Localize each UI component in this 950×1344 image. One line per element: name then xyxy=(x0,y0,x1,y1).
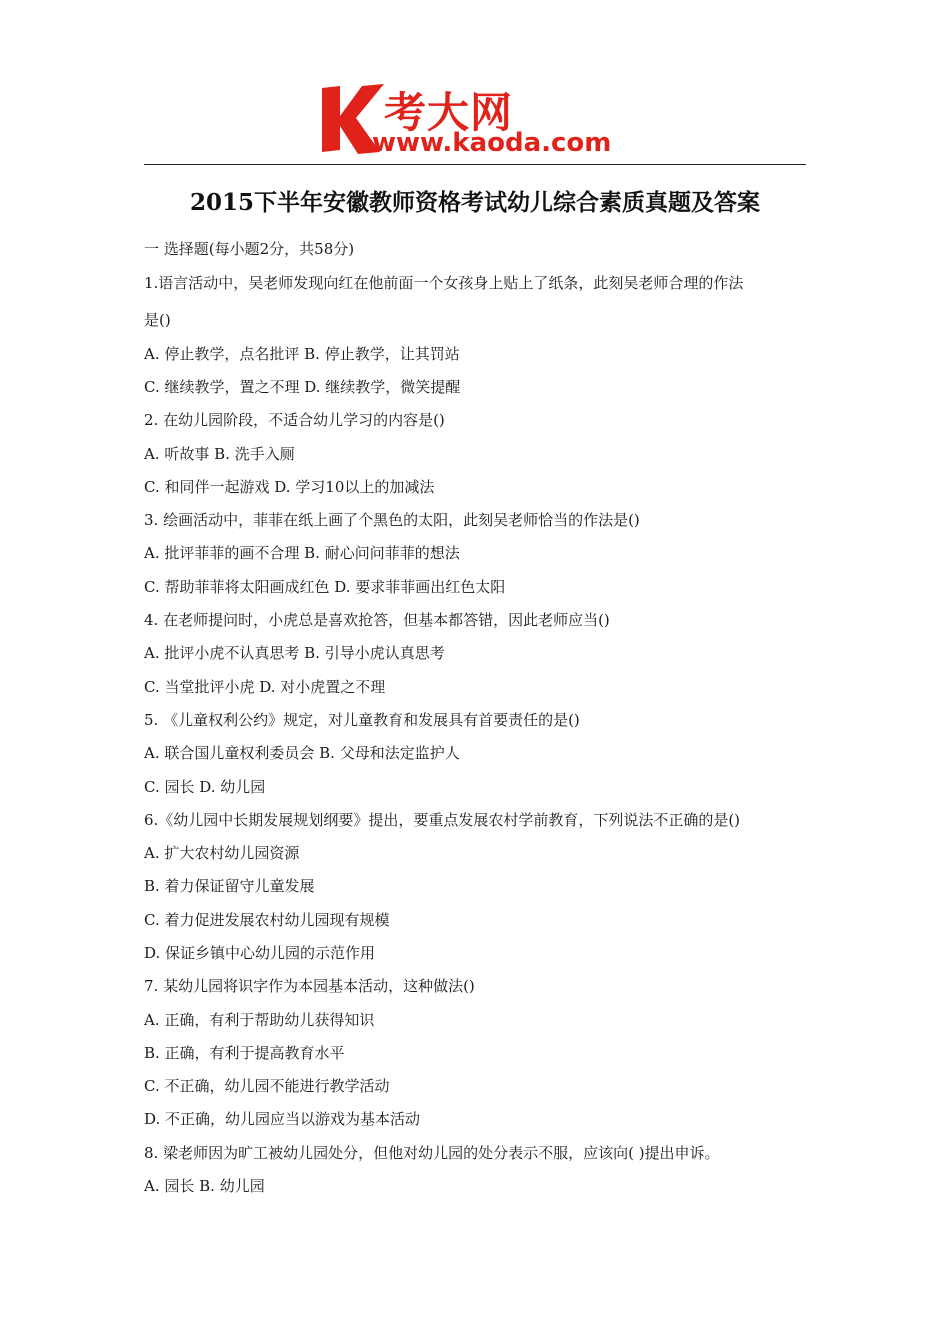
option-line: D. 不正确，幼儿园应当以游戏为基本活动 xyxy=(144,1110,421,1128)
option-line: A. 听故事 B. 洗手入厕 xyxy=(144,445,295,463)
logo-chinese-name: 考大网 xyxy=(384,88,514,137)
question-line: 5. 《儿童权利公约》规定，对儿童教育和发展具有首要责任的是() xyxy=(144,711,580,729)
question-line: 2. 在幼儿园阶段，不适合幼儿学习的内容是() xyxy=(144,411,445,429)
option-line: C. 当堂批评小虎 D. 对小虎置之不理 xyxy=(144,678,386,696)
option-line: B. 着力保证留守儿童发展 xyxy=(144,877,315,895)
header-divider xyxy=(144,164,806,165)
option-line: A. 园长 B. 幼儿园 xyxy=(144,1177,265,1195)
option-line: A. 联合国儿童权利委员会 B. 父母和法定监护人 xyxy=(144,744,460,762)
logo-url: www.kaoda.com xyxy=(372,128,612,158)
kaoda-logo xyxy=(318,78,648,158)
question-line: 7. 某幼儿园将识字作为本园基本活动，这种做法() xyxy=(144,977,475,995)
option-line: C. 和同伴一起游戏 D. 学习10以上的加减法 xyxy=(144,478,435,496)
option-line: C. 着力促进发展农村幼儿园现有规模 xyxy=(144,911,390,929)
question-line: 4. 在老师提问时，小虎总是喜欢抢答，但基本都答错，因此老师应当() xyxy=(144,611,610,629)
option-line: B. 正确，有利于提高教育水平 xyxy=(144,1044,345,1062)
question-line: 是() xyxy=(144,311,171,329)
option-line: A. 批评菲菲的画不合理 B. 耐心问问菲菲的想法 xyxy=(144,544,460,562)
option-line: C. 园长 D. 幼儿园 xyxy=(144,778,266,796)
question-line: 8. 梁老师因为旷工被幼儿园处分，但他对幼儿园的处分表示不服，应该向( )提出申诉。 xyxy=(144,1144,720,1162)
question-line: 6.《幼儿园中长期发展规划纲要》提出，要重点发展农村学前教育，下列说法不正确的是() xyxy=(144,811,741,829)
option-line: C. 帮助菲菲将太阳画成红色 D. 要求菲菲画出红色太阳 xyxy=(144,578,506,596)
option-line: A. 扩大农村幼儿园资源 xyxy=(144,844,300,862)
option-line: C. 继续教学，置之不理 D. 继续教学，微笑提醒 xyxy=(144,378,461,396)
question-line: 1.语言活动中，吴老师发现向红在他前面一个女孩身上贴上了纸条，此刻吴老师合理的作法 xyxy=(144,274,744,292)
option-line: A. 停止教学，点名批评 B. 停止教学，让其罚站 xyxy=(144,345,460,363)
option-line: D. 保证乡镇中心幼儿园的示范作用 xyxy=(144,944,376,962)
option-line: A. 批评小虎不认真思考 B. 引导小虎认真思考 xyxy=(144,644,445,662)
question-line: 3. 绘画活动中，菲菲在纸上画了个黑色的太阳，此刻吴老师恰当的作法是() xyxy=(144,511,640,529)
option-line: A. 正确，有利于帮助幼儿获得知识 xyxy=(144,1011,375,1029)
document-title: 2015下半年安徽教师资格考试幼儿综合素质真题及答案 xyxy=(189,189,760,216)
option-line: C. 不正确，幼儿园不能进行教学活动 xyxy=(144,1077,390,1095)
section-heading: 一 选择题(每小题2分，共58分) xyxy=(144,240,355,258)
